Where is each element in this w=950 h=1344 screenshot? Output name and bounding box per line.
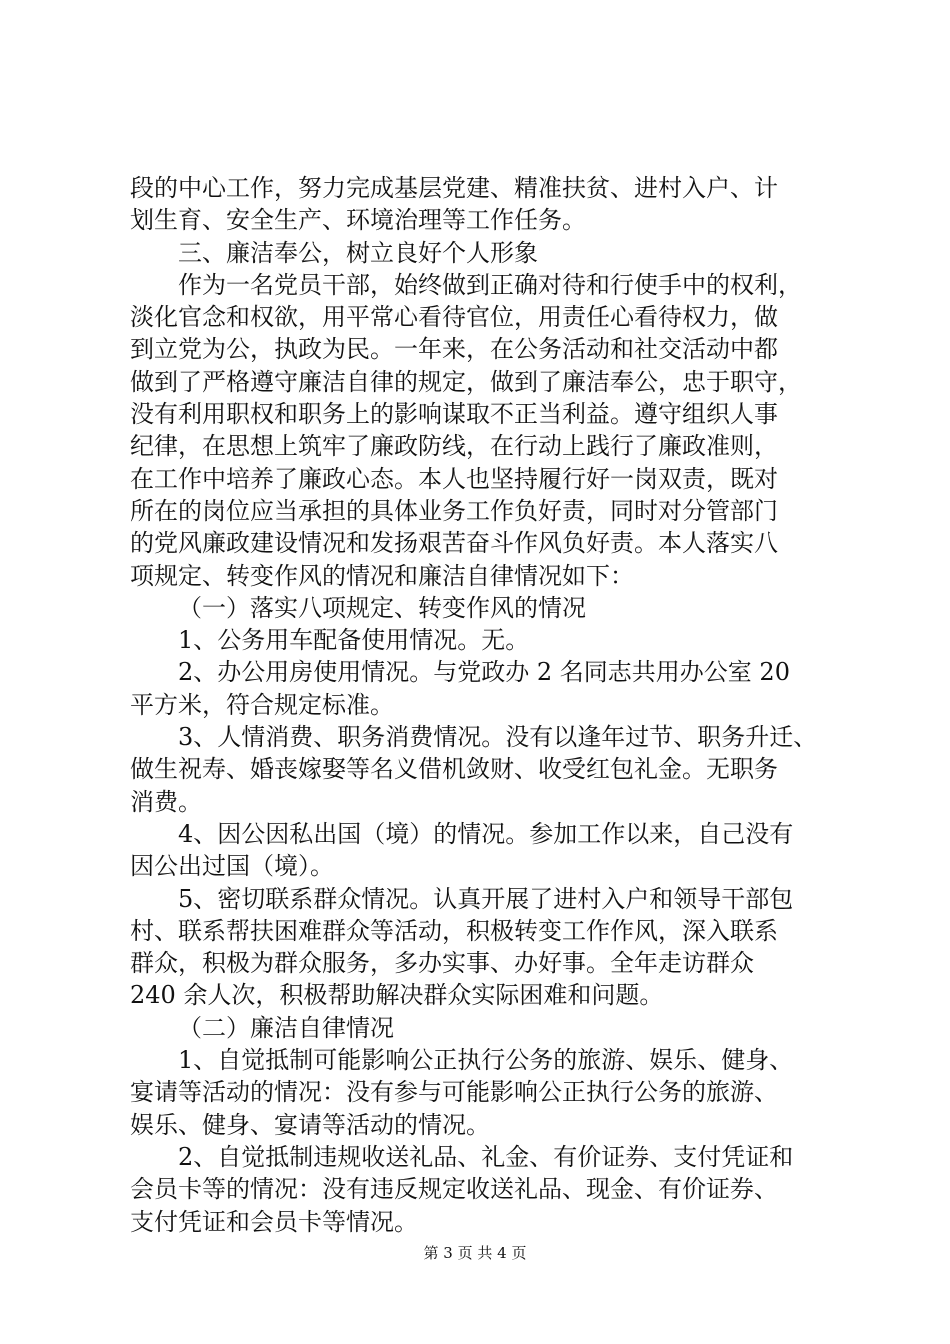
paragraph-line: 娱乐、健身、宴请等活动的情况。 xyxy=(130,1110,490,1139)
paragraph-line: 会员卡等的情况：没有违反规定收送礼品、现金、有价证券、 xyxy=(130,1175,778,1204)
page-footer: 第 3 页 共 4 页 xyxy=(423,1244,527,1262)
paragraph-line: 淡化官念和权欲，用平常心看待官位，用责任心看待权力，做 xyxy=(130,303,778,332)
paragraph-line: 1、自觉抵制可能影响公正执行公务的旅游、娱乐、健身、 xyxy=(178,1046,794,1075)
paragraph-line: 平方米，符合规定标准。 xyxy=(130,690,394,719)
paragraph-line: 5、密切联系群众情况。认真开展了进村入户和领导干部包 xyxy=(178,884,794,913)
paragraph-line: 作为一名党员干部，始终做到正确对待和行使手中的权利， xyxy=(178,270,802,299)
paragraph-line: 消费。 xyxy=(130,787,202,816)
paragraph-line: 宴请等活动的情况：没有参与可能影响公正执行公务的旅游、 xyxy=(130,1078,778,1107)
paragraph-line: 做生祝寿、婚丧嫁娶等名义借机敛财、收受红包礼金。无职务 xyxy=(130,755,778,784)
paragraph-line: 没有利用职权和职务上的影响谋取不正当利益。遵守组织人事 xyxy=(130,400,778,429)
paragraph-line: 所在的岗位应当承担的具体业务工作负好责，同时对分管部门 xyxy=(130,496,778,525)
paragraph-line: 的党风廉政建设情况和发扬艰苦奋斗作风负好责。本人落实八 xyxy=(130,529,778,558)
paragraph-line: 做到了严格遵守廉洁自律的规定，做到了廉洁奉公，忠于职守， xyxy=(130,367,802,396)
paragraph-line: （一）落实八项规定、转变作风的情况 xyxy=(178,593,586,622)
paragraph-line: 划生育、安全生产、环境治理等工作任务。 xyxy=(130,206,586,235)
document-body xyxy=(130,172,830,1238)
paragraph-line: 段的中心工作，努力完成基层党建、精准扶贫、进村入户、计 xyxy=(130,174,778,202)
paragraph-line: 因公出过国（境）。 xyxy=(130,852,334,881)
paragraph-line: 三、廉洁奉公，树立良好个人形象 xyxy=(178,238,538,267)
paragraph-line: 2、自觉抵制违规收送礼品、礼金、有价证券、支付凭证和 xyxy=(178,1142,794,1171)
paragraph-line: 240 余人次，积极帮助解决群众实际困难和问题。 xyxy=(130,981,664,1010)
paragraph-line: 纪律，在思想上筑牢了廉政防线，在行动上践行了廉政准则， xyxy=(130,432,778,461)
paragraph-line: 村、联系帮扶困难群众等活动，积极转变工作作风，深入联系 xyxy=(130,916,778,945)
paragraph-line: 3、人情消费、职务消费情况。没有以逢年过节、职务升迁、 xyxy=(178,723,818,752)
paragraph-line: 群众，积极为群众服务，多办实事、办好事。全年走访群众 xyxy=(130,949,754,978)
paragraph-line: 在工作中培养了廉政心态。本人也坚持履行好一岗双责，既对 xyxy=(130,464,778,493)
paragraph-line: 项规定、转变作风的情况和廉洁自律情况如下： xyxy=(130,561,634,590)
paragraph-line: 支付凭证和会员卡等情况。 xyxy=(130,1207,418,1236)
paragraph-line: 1、公务用车配备使用情况。无。 xyxy=(178,626,530,655)
paragraph-line: （二）廉洁自律情况 xyxy=(178,1013,394,1042)
paragraph-line: 到立党为公，执政为民。一年来，在公务活动和社交活动中都 xyxy=(130,335,778,364)
paragraph-line: 2、办公用房使用情况。与党政办 2 名同志共用办公室 20 xyxy=(178,658,790,687)
paragraph-line: 4、因公因私出国（境）的情况。参加工作以来，自己没有 xyxy=(178,819,794,848)
